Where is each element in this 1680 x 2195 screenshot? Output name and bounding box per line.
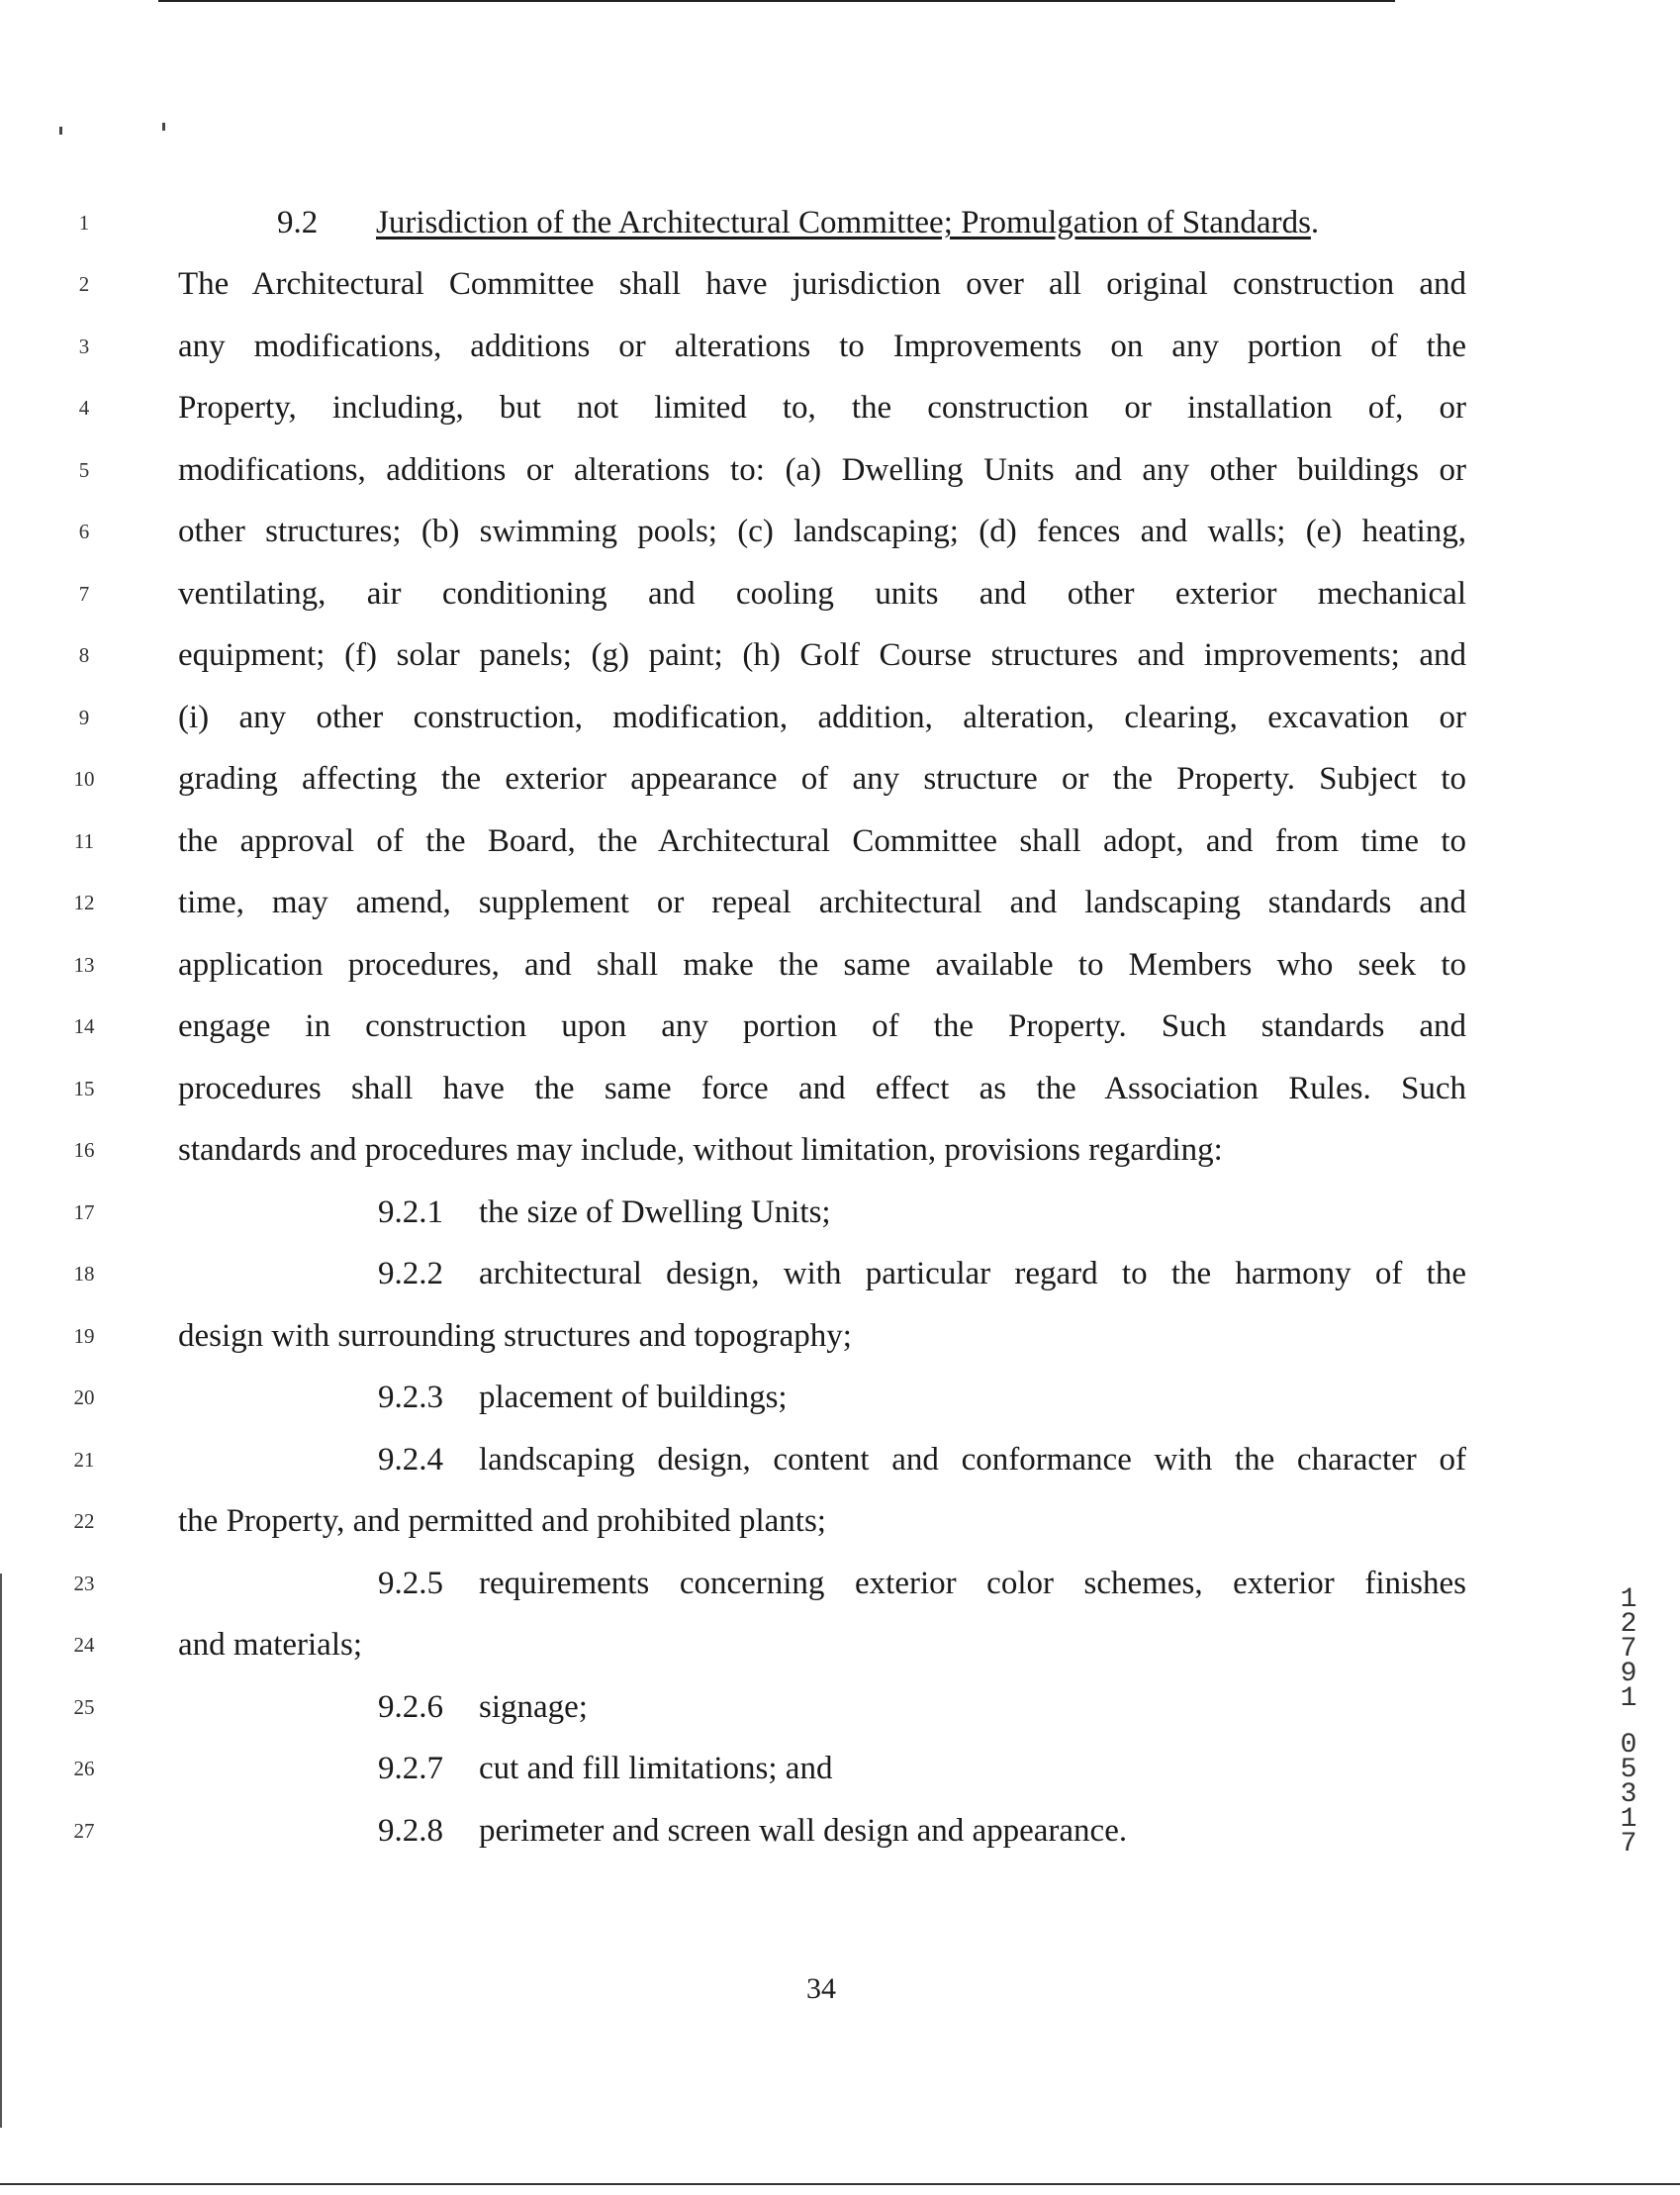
stamp-digit: 9 [1620, 1659, 1637, 1689]
subsection-9-2-5 [378, 1562, 1466, 1605]
body-line: (i) any other construction, modification, addition, alteration, clearing, excavation or [178, 700, 1466, 735]
line-number: 21 [73, 1448, 95, 1472]
line-number: 6 [78, 520, 90, 543]
subsection-9-2-3 [378, 1376, 1466, 1419]
subsection-9-2-7 [378, 1747, 1466, 1790]
subsection-continuation: and materials; [178, 1627, 363, 1663]
body-line: other structures; (b) swimming pools; (c) landscaping; (d) fences and walls; (e) heating, [178, 514, 1466, 549]
body-line: ventilating, air conditioning and cooling units and other exterior mechanical [178, 576, 1466, 612]
scan-speck [59, 127, 62, 135]
line-number: 24 [73, 1633, 95, 1657]
line-number: 12 [73, 891, 95, 914]
subsection-text: perimeter and screen wall design and appearance. [479, 1813, 1128, 1849]
body-line: engage in construction upon any portion of the Property. Such standards and [178, 1008, 1466, 1044]
line-number: 16 [73, 1138, 95, 1162]
section-title-period: . [1310, 205, 1320, 240]
line-number: 13 [73, 953, 95, 977]
stamp-digit: 1 [1620, 1683, 1637, 1714]
section-heading [277, 201, 1466, 244]
subsection-text: requirements concerning exterior color schemes, exterior finishes [479, 1566, 1466, 1601]
subsection-9-2-2 [378, 1252, 1466, 1295]
subsection-continuation: the Property, and permitted and prohibited plants; [178, 1503, 826, 1539]
line-number: 19 [73, 1324, 95, 1348]
subsection-text: the size of Dwelling Units; [479, 1194, 831, 1230]
subsection-9-2-6 [378, 1685, 1466, 1729]
subsection-number: 9.2.4 [378, 1442, 443, 1478]
line-number: 8 [78, 643, 90, 667]
body-line: application procedures, and shall make the same available to Members who seek to [178, 947, 1466, 983]
subsection-number: 9.2.1 [378, 1194, 443, 1230]
body-line: Property, including, but not limited to, the construction or installation of, or [178, 390, 1466, 426]
body-line: procedures shall have the same force and effect as the Association Rules. Such [178, 1071, 1466, 1106]
scan-top-rule [158, 0, 1395, 2]
body-line: modifications, additions or alterations to: (a) Dwelling Units and any other buildings or [178, 452, 1466, 488]
line-number: 14 [73, 1014, 95, 1038]
line-number: 11 [73, 829, 95, 853]
stamp-digit: 7 [1620, 1634, 1637, 1665]
line-number: 22 [73, 1509, 95, 1533]
stamp-digit: 0 [1620, 1730, 1637, 1761]
subsection-number: 9.2.7 [378, 1751, 443, 1786]
subsection-9-2-8 [378, 1809, 1466, 1853]
line-number: 26 [73, 1757, 95, 1780]
line-number: 10 [73, 767, 95, 791]
subsection-number: 9.2.3 [378, 1380, 443, 1415]
subsection-text: architectural design, with particular regard to the harmony of the [479, 1256, 1466, 1291]
page-number: 34 [806, 1972, 836, 2005]
line-number: 9 [78, 706, 90, 729]
subsection-text: placement of buildings; [479, 1380, 788, 1415]
line-number: 1 [78, 211, 90, 235]
line-number: 27 [73, 1819, 95, 1843]
subsection-number: 9.2.2 [378, 1256, 443, 1291]
body-line: any modifications, additions or alterations to Improvements on any portion of the [178, 329, 1466, 364]
stamp-digit: 7 [1620, 1829, 1637, 1860]
body-line: standards and procedures may include, without limitation, provisions regarding: [178, 1132, 1223, 1168]
line-number: 4 [78, 396, 90, 420]
subsection-number: 9.2.5 [378, 1566, 443, 1601]
section-number: 9.2 [277, 205, 319, 240]
scan-speck [162, 123, 165, 131]
line-number: 17 [73, 1200, 95, 1224]
line-number: 2 [78, 272, 90, 296]
line-number: 3 [78, 334, 90, 358]
section-title: Jurisdiction of the Architectural Committee; Promulgation of Standards [376, 205, 1311, 240]
subsection-number: 9.2.8 [378, 1813, 443, 1849]
subsection-text: landscaping design, content and conformance with the character of [479, 1442, 1466, 1478]
stamp-digit: 1 [1620, 1804, 1637, 1835]
recording-number-stamp [1611, 1584, 1646, 1860]
scan-left-edge [0, 1574, 2, 2128]
subsection-9-2-1 [378, 1191, 1466, 1234]
subsection-text: cut and fill limitations; and [479, 1751, 833, 1786]
stamp-digit: 5 [1620, 1755, 1637, 1785]
line-number: 5 [78, 458, 90, 482]
stamp-digit: 2 [1620, 1609, 1637, 1640]
subsection-text: signage; [479, 1689, 588, 1725]
stamp-digit: 3 [1620, 1779, 1637, 1810]
subsection-9-2-4 [378, 1438, 1466, 1481]
body-line: The Architectural Committee shall have jurisdiction over all original construction and [178, 266, 1466, 302]
body-line: the approval of the Board, the Architectural Committee shall adopt, and from time to [178, 823, 1466, 859]
line-number: 25 [73, 1695, 95, 1719]
line-number: 15 [73, 1077, 95, 1100]
line-number: 23 [73, 1572, 95, 1595]
stamp-digit: 1 [1620, 1584, 1637, 1615]
line-number: 7 [78, 582, 90, 606]
line-number: 18 [73, 1262, 95, 1286]
body-line: equipment; (f) solar panels; (g) paint; (h) Golf Course structures and improvements; and [178, 637, 1466, 673]
scan-bottom-rule [0, 2183, 1680, 2185]
line-number: 20 [73, 1385, 95, 1409]
subsection-continuation: design with surrounding structures and topography; [178, 1318, 852, 1354]
subsection-number: 9.2.6 [378, 1689, 443, 1725]
body-line: grading affecting the exterior appearance of any structure or the Property. Subject to [178, 761, 1466, 797]
body-line: time, may amend, supplement or repeal architectural and landscaping standards and [178, 885, 1466, 920]
